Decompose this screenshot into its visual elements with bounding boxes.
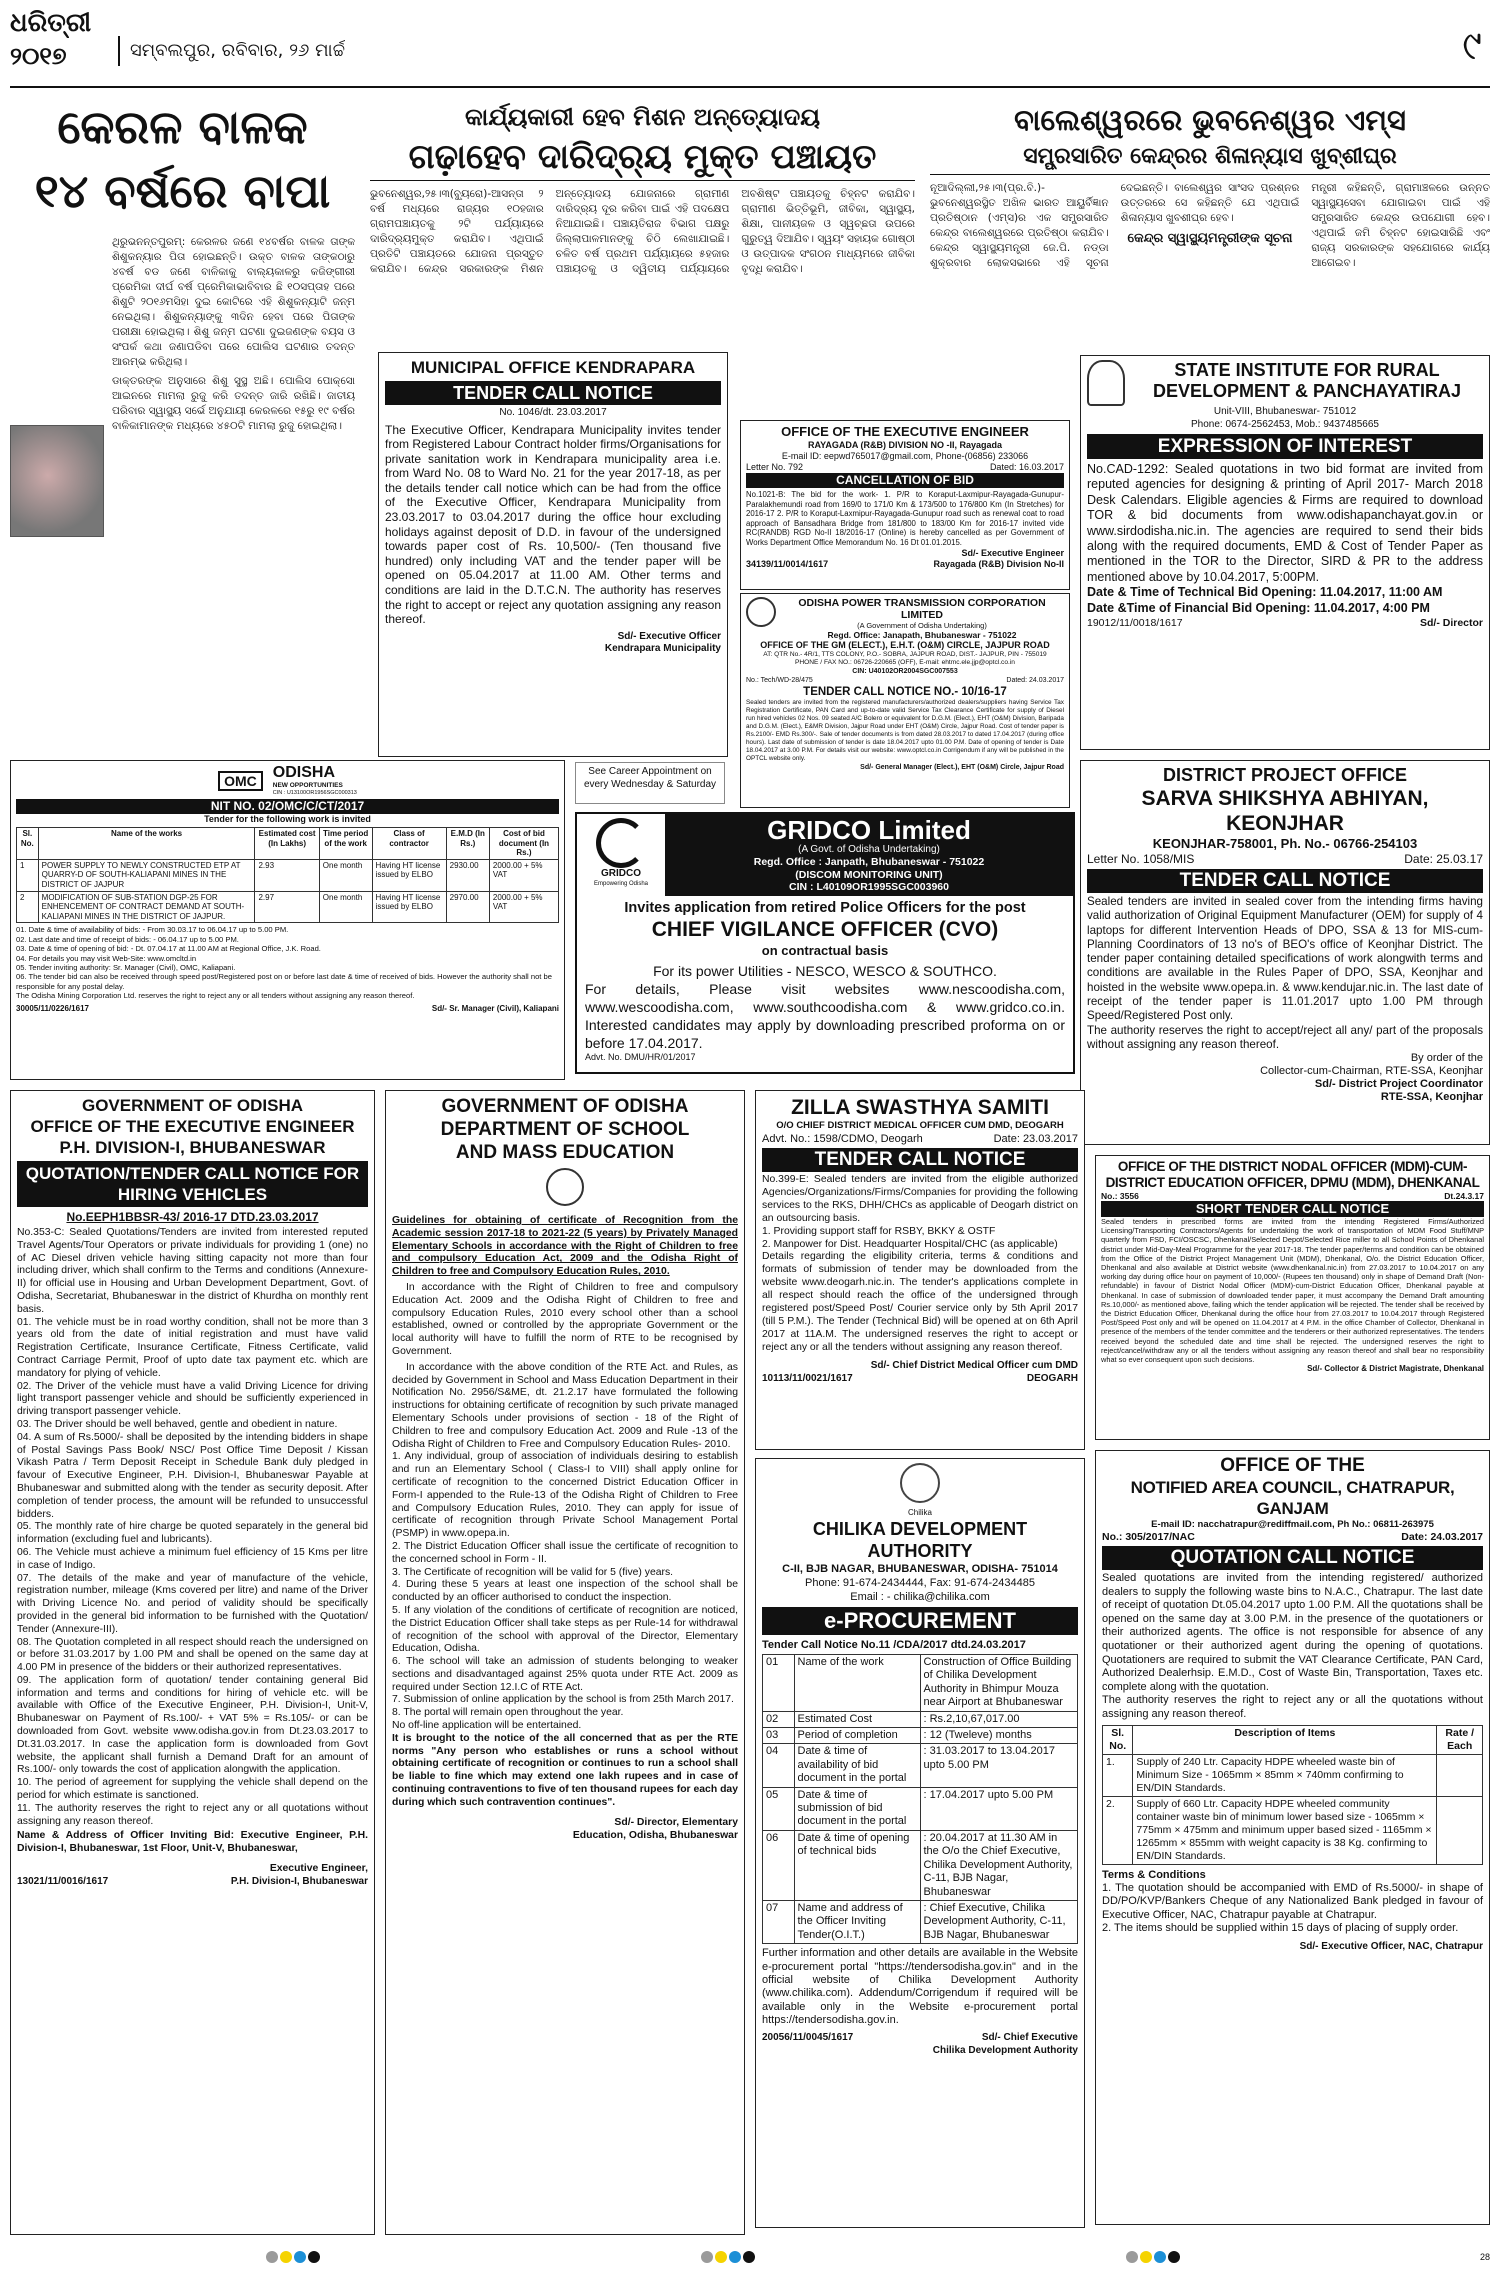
table-cell: : 17.04.2017 upto 5.00 PM — [920, 1787, 1078, 1830]
dsme-note-1: No off-line application will be entertained. — [392, 1720, 582, 1732]
ssa-title-1: DISTRICT PROJECT OFFICE — [1162, 765, 1407, 785]
dsme-guideline: Guidelines for obtaining of certificate of Recognition from the Academic session 2017-18 to 2021-22 (5 years) by Privately Managed Elementary Schools in accordance with the Right of Children to free and compulsory Education Act, 2009 and the Odisha Right of Children to free and Compulsory Education Rules, 2010. — [392, 1215, 738, 1278]
table-cell: Having HT license issued by ELBO — [372, 859, 446, 891]
table-cell: 2000.00 + 5% VAT — [489, 891, 558, 923]
rayagada-ref: 34139/11/0014/1617 — [746, 558, 829, 569]
nac-email: E-mail ID: nacchatrapur@rediffmail.com, Ph No.: 06811-263975 — [1151, 1519, 1434, 1530]
zilla-advt: Advt. No.: 1598/CDMO, Deogarh — [762, 1133, 923, 1145]
chilika-phone: Phone: 91-674-2434444, Fax: 91-674-2434485 — [805, 1577, 1035, 1589]
table-cell: 2. — [1103, 1796, 1133, 1864]
balasore-body: ନୂଆଦିଲ୍ଲୀ,୨୫।୩(ପ୍ର.ବି.)-ଭୁବନେଶ୍ୱରସ୍ଥିତ ଅଖିଳ ଭାରତ ଆୟୁର୍ବିଜ୍ଞାନ ପ୍ରତିଷ୍ଠାନ (ଏମ୍ସ)ର ଏକ ସମ୍ପ୍ରସାରିତ କେନ୍ଦ୍ର ବାଲେଶ୍ୱରରେ ପ୍ରତିଷ୍ଠା କରାଯିବ। କେନ୍ଦ୍ର ସ୍ୱାସ୍ଥ୍ୟମନ୍ତ୍ରୀ ଜେ.ପି. ନଡ୍ଡା ଶୁକ୍ରବାର ଲୋକସଭାରେ ଏହି ସୂଚନା ଦେଇଛନ୍ତି। ବାଲେଶ୍ୱର ସାଂସଦ ପ୍ରଶ୍ନର ଉତ୍ତରରେ ସେ କହିଛନ୍ତି ଯେ ଏଥିପାଇଁ ଶିଳାନ୍ୟାସ ଖୁବଶୀଘ୍ର ହେବ। — [930, 182, 1300, 269]
nac-table-header — [1103, 1725, 1483, 1754]
sirdpr-title-2: DEVELOPMENT & PANCHAYATIRAJ — [1152, 381, 1462, 401]
color-dot — [294, 2251, 306, 2263]
sirdpr-title-1: STATE INSTITUTE FOR RURAL — [1174, 360, 1440, 380]
color-dot — [701, 2251, 713, 2263]
ssa-order: By order of the — [1410, 1052, 1483, 1065]
color-dot — [743, 2251, 755, 2263]
government-emblem — [546, 1168, 584, 1206]
table-cell: Having HT license issued by ELBO — [372, 891, 446, 923]
optcl-tech: No.: Tech/WD-28/475 — [746, 677, 813, 684]
gridco-logo-text: GRIDCO — [601, 868, 641, 879]
kerala-body: ଥିରୁଭନନ୍ତପୁରମ୍: କେରଳର ଜଣେ ୧୪ବର୍ଷର ବାଳକ ତାଙ୍କ ଶିଶୁକନ୍ୟାର ପିତା ହୋଇଛନ୍ତି। ଉକ୍ତ ବାଳକ ତାଙ୍କଠାରୁ ୪ବର୍ଷ ବଡ ଜଣେ ବାଳିକାକୁ ବାଲ୍ୟକାଳରୁ କଜିଙ୍ଗୀରୀ ପ୍ରେମିକା ଦୀର୍ଘ ବର୍ଷ ପ୍ରେମିକାଭାବିବାର ଛି ୧୦ସପ୍ତାହ ପରେ ଶିଶୁଟି ୨୦୧୬ମସିହା ଦୁଇ କୋଟିରେ ଏହି ଶିଶୁକନ୍ୟାଟି ଜନ୍ମ ନେଇଥିଲା। ଶିଶୁକନ୍ୟାଙ୍କୁ ୩ଦିନ ହେବା ପରେ ପିତାଙ୍କ ପରୀକ୍ଷା ହୋଇଥିଲା। ଶିଶୁ ଜନ୍ମ ଘଟଣା ଦୁଇଜଣଙ୍କ ବୟସ ଓ ସଂପର୍କ କଥା ଜଣାପଡିବା ପରେ ପୋଲିସ ଘଟଣାର ତଦନ୍ତ ଆରମ୍ଭ କରିଥିଲା। — [112, 236, 355, 368]
dsme-title-1: GOVERNMENT OF ODISHA — [441, 1096, 689, 1117]
balasore-headline-2: ସମ୍ପ୍ରସାରିତ କେନ୍ଦ୍ରର ଶିଳାନ୍ୟାସ ଖୁବ୍‌ଶୀଘ୍ର — [930, 140, 1490, 175]
phdiv-bar: QUOTATION/TENDER CALL NOTICE FOR HIRING VEHICLES — [17, 1161, 368, 1207]
ssa-addr: KEONJHAR-758001, Ph. No.- 06766-254103 — [1152, 836, 1418, 851]
dsme-para-1: In accordance with the Right of Children to free and compulsory Education Act. 2009 and the Odisha Right of Children to free and compulsory Education Rules, 2010 every school other than a school established, owned or controlled by the appropriate Government or the local authority will have to fulfill the norm of RTE to be recognised by Government. — [392, 1281, 738, 1357]
rayagada-sign-1: Sd/- Executive Engineer — [961, 547, 1064, 558]
career-text: See Career Appointment on every Wednesday & Saturday — [583, 766, 717, 790]
omc-col-doc: Cost of bid document (In Rs.) — [489, 828, 558, 860]
rayagada-letter: Letter No. 792 — [746, 462, 804, 472]
table-cell: : 31.03.2017 to 13.04.2017 upto 5.00 PM — [920, 1744, 1078, 1787]
table-cell: Name and address of the Officer Inviting Tender(O.I.T.) — [794, 1900, 920, 1943]
color-dot — [715, 2251, 727, 2263]
omc-note: 06. The tender bid can also be received through speed post/Registered post on or before last date & time of received of bids. However the authority shall not be responsible for any postal delay. — [16, 972, 552, 991]
paper-name: ଧରିତ୍ରୀ — [10, 8, 92, 38]
mission-kicker: କାର୍ଯ୍ୟକାରୀ ହେବ ମିଶନ ଅନ୍ତ୍ୟୋଦୟ — [464, 103, 821, 131]
list-item: 5. If any violation of the conditions of certificate of recognition are noticed, the District Education Officer shall take steps as per Rule-14 for withdrawal of recognition of the school with approval of the Director, Elementary Education, Odisha. — [392, 1604, 738, 1655]
table-cell: 02 — [763, 1711, 795, 1727]
nac-bar: QUOTATION CALL NOTICE — [1102, 1546, 1483, 1570]
omc-col-work: Name of the works — [38, 828, 255, 860]
table-cell: 2000.00 + 5% VAT — [489, 859, 558, 891]
table-row — [763, 1787, 1078, 1830]
zilla-sign-2: DEOGARH — [1026, 1372, 1078, 1384]
table-row — [763, 1655, 1078, 1712]
kerala-story — [10, 95, 355, 745]
gridco-office: Regd. Office : Janpath, Bhubaneswar - 751022 — [753, 856, 985, 868]
sirdpr-notice — [1080, 355, 1490, 750]
table-cell: Name of the work — [794, 1655, 920, 1712]
ssa-title-2: SARVA SHIKSHYA ABHIYAN, KEONJHAR — [1141, 787, 1429, 835]
table-cell: Construction of Office Building of Chilika Development Authority in Bhimpur Mouza near Airport at Bhubaneswar — [920, 1655, 1078, 1712]
phdiv-intro: No.353-C: Sealed Quotations/Tenders are invited from interested reputed Travel Agents/Tour Operators or private individuals for providing 1 (one) no of AC Diesel driven vehicle having sitting capacity not more than four including driver, which shall confirm to the Terms and conditions (Annexure-II) for official use in Housing and Urban Development Department, Govt. of Odisha, Secretariat, Bhubaneswar in the district of Khurdha on monthly rent basis. — [17, 1227, 368, 1315]
nac-table — [1102, 1725, 1483, 1865]
footer-page-number: 28 — [1479, 2252, 1490, 2262]
zilla-notice — [755, 1090, 1085, 1450]
mission-headline: ଗଢ଼ାହେବ ଦାରିଦ୍ର୍ୟ ମୁକ୍ତ ପଞ୍ଚାୟତ — [370, 134, 915, 181]
color-dot — [266, 2251, 278, 2263]
mission-body: ଭୁବନେଶ୍ୱର,୨୫।୩(ବ୍ୟୁରୋ)-ଆସନ୍ତା ୨ ବର୍ଷ ମଧ୍ୟରେ ରାଜ୍ୟର ୧୦ହଜାର ଗ୍ରାମପଞ୍ଚାୟତକୁ ୨ଟି ପର୍ଯ୍ୟାୟରେ ଦାରିଦ୍ର୍ୟମୁକ୍ତ କରାଯିବ। ଏଥିପାଇଁ ପ୍ରତିଟି ପଞ୍ଚାୟତରେ ଯୋଜନା ପ୍ରସ୍ତୁତ କରାଯିବ। କେନ୍ଦ୍ର ସରକାରଙ୍କ ମିଶନ ଅନ୍ତ୍ୟୋଦୟ ଯୋଜନାରେ ଗ୍ରାମୀଣ ଦାରିଦ୍ର୍ୟ ଦୂର କରିବା ପାଇଁ ଏହି ପଦକ୍ଷେପ ନିଆଯାଇଛି। ପଞ୍ଚାୟତିରାଜ ବିଭାଗ ପକ୍ଷରୁ ଜିଲ୍ଲାପାଳମାନଙ୍କୁ ଚିଠି ଲେଖାଯାଇଛି। ଚଳିତ ବର୍ଷ ପ୍ରଥମ ପର୍ଯ୍ୟାୟରେ ୫ହଜାର ପଞ୍ଚାୟତକୁ ଓ ଦ୍ୱିତୀୟ ପର୍ଯ୍ୟାୟରେ ଅବଶିଷ୍ଟ ପଞ୍ଚାୟତକୁ ଚିହ୍ନଟ କରାଯିବ। ଗ୍ରାମୀଣ ଭିତ୍ତିଭୂମି, ଜୀବିକା, ସ୍ୱାସ୍ଥ୍ୟ, ଶିକ୍ଷା, ପାନୀୟଜଳ ଓ ସ୍ୱଚ୍ଛତା ଉପରେ ଗୁରୁତ୍ୱ ଦିଆଯିବ। ସ୍ୱୟଂ ସହାୟକ ଗୋଷ୍ଠୀ ଓ ଉତ୍ପାଦକ ସଂଗଠନ ମାଧ୍ୟମରେ ଜୀବିକା ବୃଦ୍ଧି କରାଯିବ। — [370, 188, 915, 275]
ssa-sign-3: RTE-SSA, Keonjhar — [1380, 1091, 1483, 1104]
gridco-logo-tag: Empowering Odisha — [593, 881, 649, 887]
gridco-basis: on contractual basis — [761, 942, 889, 958]
dsme-title-2: DEPARTMENT OF SCHOOL — [440, 1119, 690, 1140]
table-row — [17, 891, 559, 923]
balasore-subhead: କେନ୍ଦ୍ର ସ୍ୱାସ୍ଥ୍ୟମନ୍ତ୍ରୀଙ୍କ ସୂଚନା — [1127, 231, 1293, 246]
sirdpr-bar: EXPRESSION OF INTEREST — [1087, 434, 1483, 459]
omc-col-class: Class of contractor — [372, 828, 446, 860]
year: ୨୦୧୭ — [10, 42, 67, 70]
table-row — [763, 1711, 1078, 1727]
nac-body-2: The authority reserves the right to reject any or all the quotations without assigning any reason thereof. — [1102, 1694, 1483, 1720]
registration-marks — [265, 2250, 321, 2268]
phdiv-sign-1: Executive Engineer, — [269, 1863, 368, 1875]
ssa-body-2: The authority reserves the right to accept/reject all any/ part of the proposals without assigning any reason thereof. — [1087, 1023, 1483, 1051]
dnk-body: Sealed tenders in prescribed forms are invited from the intending Registered Firms/Authorized Licensing/Transporting Contractors/Agents for undertaking the work of transportation of MDM Food Stuff/MNP quarterly from FSD, FCI/OSCSC, Dhenkanal/Selected Depot/Selected Rice miller to all School Points of Dhenkanal district under Mid-Day-Meal Programme for the year 2017-18. The tender paper/terms and condition can be obtained from the Office of the District Project Management Unit (MDM), Dhenkanal, O/o. the District Education Officer, Dhenkanal and also available at District website (www.dhenkanal.nic.in) from 27.03.2017 to 10.04.2017 on any working day during office hour on payment of 10,000/- (Rupees ten thousand) only in shape of Demand Draft (Non-refundable) in favour of District Nodal Officer (MDM)-cum-District Education Officer, Dhenkanal payable at Dhenkanal. In case of submission of downloaded tender paper, it must accompany the Demand Draft amounting Rs.10,000/- as mentioned above, failing which the tender application will be rejected. The tender shall be received by the District Education Officer, Dhenkanal during the office hour from 27.03.2017 to 10.04.2017 through Registered Post/Speed Post only and will be opened on 11.04.2017 at 4 P.M. in the office Chamber of Collector, Dhenkanal in presence of the members of the tender committee and the tenderers or their authorized representatives. The tenders received beyond the scheduled date and time shall be rejected. The undersigned reserves the right to reject/cancel/withdraw any or all the tenders without assigning any reason thereof and shall bear no responsibility what so ever consequent upon such decisions. — [1101, 1217, 1484, 1365]
omc-col-emd: E.M.D (In Rs.) — [446, 828, 489, 860]
omc-table — [16, 827, 559, 923]
omc-note: 01. Date & time of availability of bids: - From 30.03.17 to 06.04.17 up to 5.00 PM. — [16, 925, 289, 935]
kerala-photo — [10, 425, 104, 537]
table-cell: 03 — [763, 1728, 795, 1744]
dsme-sign-1: Sd/- Director, Elementary — [614, 1816, 738, 1828]
phdiv-notice — [10, 1090, 375, 2235]
municipal-ref: No. 1046/dt. 23.03.2017 — [499, 407, 607, 418]
ssa-body: Sealed tenders are invited in sealed cover from the intending firms having valid authorization of Original Equipment Manufacturer (OEM) for supply of 4 laptops for different Intervention Heads of DPO, SSA & 13 for MIS-cum-Planning Coordinators of 13 no's of BEO's office of Keonjhar District. The tender paper containing detailed specifications of work alongwith terms and conditions are available in the Rules Paper of DPO, SSA, Keonjhar and hoisted in the website www.opepa.in. & www.kendujar.nic.in. The last date of receipt of the tender paper is 11.01.2017 upto 1.00 PM through Speed/Registered Post only. — [1087, 895, 1483, 1023]
omc-logo: OMC — [218, 771, 263, 791]
dnk-dt: Dt.24.3.17 — [1444, 1191, 1484, 1201]
phdiv-ref: No.EEPH1BBSR-43/ 2016-17 DTD.23.03.2017 — [66, 1210, 319, 1224]
table-row — [763, 1744, 1078, 1787]
chilika-name: CHILIKA DEVELOPMENT AUTHORITY — [812, 1519, 1028, 1561]
dnk-notice — [1095, 1155, 1490, 1440]
omc-cin: CIN : U13100OR1956SGC000313 — [272, 790, 357, 796]
optcl-cin: CIN: U40102OR2004SGC007553 — [852, 668, 958, 675]
page-number: ୯ — [1462, 23, 1482, 69]
balasore-story — [930, 100, 1490, 350]
table-cell: 2970.00 — [446, 891, 489, 923]
table-cell: Date & time of availability of bid document in the portal — [794, 1744, 920, 1787]
omc-col-time: Time period of the work — [319, 828, 372, 860]
nac-col-sl: Sl. No. — [1103, 1725, 1133, 1754]
sirdpr-date-1: Date & Time of Technical Bid Opening: 11.04.2017, 11:00 AM — [1087, 585, 1443, 600]
table-cell: 06 — [763, 1830, 795, 1900]
chilika-tender-no: Tender Call Notice No.11 /CDA/2017 dtd.24.03.2017 — [762, 1639, 1026, 1651]
table-cell: : Rs.2,10,67,017.00 — [920, 1711, 1078, 1727]
omc-col-cost: Estimated cost (In Lakhs) — [255, 828, 319, 860]
omc-notes — [16, 925, 559, 1000]
color-dot — [1140, 2251, 1152, 2263]
optcl-dated: Dated: 24.03.2017 — [1006, 677, 1064, 684]
kerala-headline-2: ୧୪ ବର୍ଷରେ ବାପା — [34, 164, 331, 218]
dsme-items — [392, 1451, 738, 1720]
nac-no: No.: 305/2017/NAC — [1102, 1531, 1195, 1543]
phdiv-title-1: GOVERNMENT OF ODISHA — [81, 1096, 303, 1115]
dateline: ସମ୍ବଲପୁର, ରବିବାର, ୨୬ ମାର୍ଚ୍ଚ — [118, 36, 345, 66]
table-cell — [1437, 1754, 1483, 1796]
color-dot — [1126, 2251, 1138, 2263]
gridco-body: For details, Please visit websites www.nescoodisha.com, www.wescoodisha.com, www.southcoodisha.com & www.gridco.co.in. Interested candidates may apply by downloading prescribed proforma on or before 17.04.2017. — [585, 980, 1065, 1051]
nac-title-2: NOTIFIED AREA COUNCIL, CHATRAPUR, GANJAM — [1130, 1478, 1455, 1518]
dsme-sign-2: Education, Odisha, Bhubaneswar — [572, 1829, 738, 1841]
table-cell: : Chief Executive, Chilika Development Authority, C-11, BJB Nagar, Bhubaneswar — [920, 1900, 1078, 1943]
table-cell: 04 — [763, 1744, 795, 1787]
nac-body: Sealed quotations are invited from the intending registered/ authorized dealers to supply the following waste bins to N.A.C., Chatrapur. The last date of receipt of quotation Dt.05.04.2017 upto 1.00 P.M. All the quotations shall be opened on the same day at 3.00 P.M. in the presence of the quotationers or their authorized agents. The office is not responsible for absence of any quotationer or their authorized agent during the opening of quotations. Quotationers are required to submit the VAT Clearance Certificate, PAN Card, Authorized Dealerhsip. E.M.D., Cost of Waste Bin, Transportation, Taxes etc. complete along with the quotation. — [1102, 1572, 1483, 1693]
table-cell: Period of completion — [794, 1728, 920, 1744]
list-item: 1. Any individual, group of association of individuals desiring to establish and run an Elementary School ( Class-I to VIII) shall apply online for certificate of recognition to the concerned District Education Officer in Form-I appended to the Rule-13 of the Odisha Right of Children to Free and Compulsory Education Rules, 2010. They can apply for issue of certificate of recognition through Private School Management Portal (PSMP) in www.opepa.in. — [392, 1451, 738, 1540]
table-cell: : 12 (Tweleve) months — [920, 1728, 1078, 1744]
nac-col-desc: Description of Items — [1133, 1725, 1437, 1754]
dsme-notice — [385, 1090, 745, 2235]
chilika-table — [762, 1654, 1078, 1944]
optcl-logo — [746, 597, 776, 627]
list-item: 04. A sum of Rs.5000/- shall be deposited by the intending bidders in shape of Postal Savings Pass Book/ NSC/ Post Office Time Deposit / Kissan Vikash Patra / Term Deposit Receipt in Schedule Bank duly pledged in favour of Executive Engineer, P.H. Division-I, Bhubaneswar Payable at Bhubaneswar and submitted along with the tender as security deposit. After completion of tender process, the amount will be refunded to unsuccessful bidders. — [17, 1431, 368, 1520]
table-row — [1103, 1796, 1483, 1864]
gridco-utilities: For its power Utilities - NESCO, WESCO & SOUTHCO. — [653, 962, 997, 979]
balasore-body-2: ମନ୍ତ୍ରୀ କହିଛନ୍ତି, ଗ୍ରାମାଞ୍ଚଳରେ ଉନ୍ନତ ସ୍ୱାସ୍ଥ୍ୟସେବା ଯୋଗାଇବା ପାଇଁ ଏହି ସମ୍ପ୍ରସାରିତ କେନ୍ଦ୍ର ଉପଯୋଗୀ ହେବ। ଏଥିପାଇଁ ଜମି ଚିହ୍ନଟ ହୋଇସାରିଛି ଏବଂ ରାଜ୍ୟ ସରକାରଙ୍କ ସହଯୋଗରେ କାର୍ଯ୍ୟ ଆଗେଇବ। — [1311, 182, 1490, 269]
table-cell: 2.97 — [255, 891, 319, 923]
table-cell: 05 — [763, 1787, 795, 1830]
rayagada-dated: Dated: 16.03.2017 — [989, 462, 1064, 472]
zilla-office: O/O CHIEF DISTRICT MEDICAL OFFICER CUM DMD, DEOGARH — [776, 1120, 1064, 1131]
zilla-list-item: 2. Manpower for Dist. Headquarter Hospital/CHC (as applicable) — [762, 1238, 1058, 1250]
table-cell: POWER SUPPLY TO NEWLY CONSTRUCTED ETP AT QUARRY-D OF SOUTH-KALIAPANI MINES IN THE DISTRICT OF JAJPUR — [38, 859, 255, 891]
omc-note: 05. Tender inviting authority: Sr. Manager (Civil), OMC, Kaliapani. — [16, 962, 236, 972]
list-item: 8. The portal will remain open throughout the year. — [392, 1707, 624, 1719]
table-row — [1103, 1754, 1483, 1796]
omc-table-header — [17, 828, 559, 860]
optcl-title: ODISHA POWER TRANSMISSION CORPORATION LIMITED — [798, 597, 1046, 621]
list-item: 09. The application form of quotation/ tender containing general Bid information and terms and conditions for hiring of vehicle etc. will be available with Office of the Executive Engineer, P.H. Division-I, Unit-V, Bhubaneswar on Payment of Rs.100/- + VAT 5% = Rs.105/- or can be downloaded from Govt. website www.odisha.gov.in from Dt.23.03.2017 to Dt.31.03.2017. In case the application form is downloaded from Govt website, the applicant shall furnish a Demand Draft for an amount of Rs.100/- only towards the cost of application alongwith the application. — [17, 1674, 368, 1776]
color-dot — [308, 2251, 320, 2263]
table-cell: MODIFICATION OF SUB-STATION DGP-25 FOR ENHENCEMENT OF CONTRACT DEMAND AT SOUTH-KALIAPANI MINES IN THE DISTRICT OF JAJPUR. — [38, 891, 255, 923]
gridco-logo-mark — [596, 818, 646, 868]
list-item: 06. The Vehicle must achieve a minimum fuel efficiency of 15 Kms per litre in case of Indigo. — [17, 1546, 368, 1571]
optcl-notice — [740, 593, 1070, 808]
color-dot — [729, 2251, 741, 2263]
chilika-sign-1: Sd/- Chief Executive — [981, 2031, 1078, 2043]
phdiv-ref-2: 13021/11/0016/1617 — [17, 1876, 109, 1888]
gridco-notice — [575, 812, 1075, 1074]
sirdpr-phone: Phone: 0674-2562453, Mob.: 9437485665 — [1191, 418, 1379, 430]
table-row — [763, 1830, 1078, 1900]
chilika-further: Further information and other details are available in the Website e-procurement portal "https://tendersodisha.gov.in" and in the official website of Chilika Development Authority (www.chilika.com). Addendum/Corrigendum if required will be available only in the Website e-procurement portal https://tendersodisha.gov.in. — [762, 1947, 1078, 2027]
dsme-title-3: AND MASS EDUCATION — [455, 1142, 675, 1163]
optcl-phone: PHONE / FAX NO.: 06726-220665 (OFF), E-mail: ehtmc.ele.jjp@optcl.co.in — [795, 659, 1015, 666]
sirdpr-body: No.CAD-1292: Sealed quotations in two bid format are invited from reputed agencies for designing & printing of April 2017- March 2018 Desk Calendars. Eligible agencies & Firms are required to download TOR & bid documents from www.odishapanchayat.gov.in or www.sirdodisha.nic.in. The agencies are required to send their bids along with the required documents, EMD & Cost of Tender Paper as mentioned in the TOR to the Director, SIRD & PR to the address mentioned above by 10.04.2017, 5:00PM. — [1087, 462, 1483, 584]
omc-notice — [10, 760, 565, 1080]
mission-story — [370, 100, 915, 350]
dnk-no: No.: 3556 — [1101, 1191, 1139, 1201]
chilika-bar: e-PROCUREMENT — [762, 1607, 1078, 1635]
zilla-date: Date: 23.03.2017 — [993, 1133, 1078, 1145]
omc-sign: Sd/- Sr. Manager (Civil), Kaliapani — [431, 1003, 559, 1013]
phdiv-sign-2: P.H. Division-I, Bhubaneswar — [230, 1876, 368, 1888]
gridco-unit: (DISCOM MONITORING UNIT) — [795, 868, 943, 881]
zilla-bar: TENDER CALL NOTICE — [762, 1148, 1078, 1172]
phdiv-name-addr: Name & Address of Officer Inviting Bid: Executive Engineer, P.H. Division-I, Bhubaneswar, 1st Floor, Unit-V, Bhubaneswar, — [17, 1830, 368, 1855]
rayagada-title-2: RAYAGADA (R&B) DIVISION NO -II, Rayagada — [807, 440, 1003, 450]
kerala-body-2: ଡାକ୍ତରଙ୍କ ଅନୁସାରେ ଶିଶୁ ସୁସ୍ଥ ଅଛି। ପୋଲିସ ପୋକ୍ସୋ ଆଇନରେ ମାମଲା ରୁଜୁ କରି ତଦନ୍ତ ଜାରି ରଖିଛି। ଜାତୀୟ ପରିବାର ସ୍ୱାସ୍ଥ୍ୟ ସର୍ଭେ ଅନୁଯାୟୀ କେରଳରେ ୧୫ରୁ ୧୯ ବର୍ଷର ବାଳିକାମାନଙ୍କ ମଧ୍ୟରେ ୪୫୦ଟି ମାମଲା ରୁଜୁ ହୋଇଥିଲା। — [112, 375, 355, 432]
sirdpr-unit: Unit-VIII, Bhubaneswar- 751012 — [1213, 406, 1357, 417]
list-item: 03. The Driver should be well behaved, gentle and obedient in nature. — [17, 1418, 338, 1430]
dnk-title: OFFICE OF THE DISTRICT NODAL OFFICER (MDM)-CUM-DISTRICT EDUCATION OFFICER, DPMU (MDM), DHENKANAL — [1105, 1159, 1480, 1190]
nac-sign: Sd/- Executive Officer, NAC, Chatrapur — [1299, 1940, 1483, 1952]
list-item: 01. The vehicle must be in road worthy condition, shall not be more than 3 years old from the date of initial registration and must have valid Registration Certificate, Insurance Certificate, Fitness Certificate, valid Contract Carriage Permit, Proof of upto date tax payment etc. which are mandatory for plying of vehicle. — [17, 1316, 368, 1379]
optcl-office: Regd. Office: Janapath, Bhubaneswar - 751022 — [827, 630, 1017, 640]
list-item: 1. The quotation should be accompanied with EMD of Rs.5000/- in shape of DD/PO/KVP/Bankers Cheque of any Nationalized Bank pledged in favour of Executive Officer, NAC, Chatrapur payable at Chatrapur. — [1102, 1881, 1483, 1921]
optcl-bar: TENDER CALL NOTICE NO.- 10/16-17 — [803, 686, 1007, 698]
phdiv-title-3: P.H. DIVISION-I, BHUBANESWAR — [59, 1138, 326, 1157]
optcl-office-2: OFFICE OF THE GM (ELECT.), E.H.T. (O&M) CIRCLE, JAJPUR ROAD — [760, 640, 1050, 650]
table-row — [763, 1728, 1078, 1744]
omc-note: 04. For details you may visit Web-Site: www.omcltd.in — [16, 953, 197, 963]
table-cell: One month — [319, 859, 372, 891]
ssa-letter: Letter No. 1058/MIS — [1087, 852, 1195, 866]
table-row — [17, 859, 559, 891]
table-cell: Date & time of submission of bid document in the portal — [794, 1787, 920, 1830]
rayagada-bar: CANCELLATION OF BID — [746, 473, 1064, 488]
list-item: 6. The school will take an admission of students belonging to weaker sections and disadvantaged against 25% quota under RTE Act. 2009 as required under Section 12.I.C of RTE Act. — [392, 1656, 738, 1693]
table-cell — [1437, 1796, 1483, 1864]
omc-ref: 30005/11/0226/1617 — [16, 1003, 89, 1013]
dnk-sign: Sd/- Collector & District Magistrate, Dhenkanal — [1307, 1364, 1484, 1374]
nac-title-1: OFFICE OF THE — [1220, 1455, 1365, 1476]
municipal-sign-1: Sd/- Executive Officer — [617, 630, 721, 642]
table-cell: 2930.00 — [446, 859, 489, 891]
chilika-notice — [755, 1458, 1085, 2228]
color-dot — [1154, 2251, 1166, 2263]
rayagada-body: No.1021-B: The bid for the work- 1. P/R to Koraput-Laxmipur-Rayagada-Gunupur-Paralakhemundi road from 169/0 to 171/0 Km & 173/500 to 176/800 Km (In Stretches) for 2016-17 2. P/R to Koraput-Laxmipur-Rayagada-Gunupur road such as renewal coat to road approach of Bansadhara Bridge from 181/800 to 183/00 Km for 2016-17 invited vide RC(RANDB) RGD No-II 18/2016-17 (Online) is hereby cancelled as per Government of Works Department Office Memorandum No. 16 Dt 01.01.2015. — [746, 490, 1064, 547]
table-cell: 1. — [1103, 1754, 1133, 1796]
nac-col-rate: Rate / Each — [1437, 1725, 1483, 1754]
chilika-sign-2: Chilika Development Authority — [932, 2044, 1078, 2056]
masthead — [10, 8, 1490, 88]
registration-marks — [1125, 2250, 1181, 2268]
rayagada-title: OFFICE OF THE EXECUTIVE ENGINEER — [781, 424, 1029, 439]
table-cell: 2.93 — [255, 859, 319, 891]
optcl-sign: Sd/- General Manager (Elect.), EHT (O&M) Circle, Jajpur Road — [860, 764, 1064, 771]
municipal-body: The Executive Officer, Kendrapara Municipality invites tender from Registered Labour Contract holder firms/Organisations for private sanitation work in Kendrapara municipality area i.e. from Ward No. 08 to Ward No. 21 for the year 2017-18, as per the details tender call notice which can be had from the office of the Executive Officer, Kendrapara Municipality from 23.03.2017 to 03.04.2017 during the office hour excluding holidays against deposit of D.D. in favour of the undersigned towards paper cost of Rs. 10,500/- (Ten thousand five hundred) only including VAT and the tender paper will be opened on 05.04.2017 at 11.00 AM. Other terms and conditions are laid in the D.T.C.N. The authority has reserves the right to accept or reject any quotation assigning any reason thereof. — [385, 422, 721, 627]
list-item: 11. The authority reserves the right to reject any or all quotations without assigning any reason thereof. — [17, 1802, 368, 1827]
municipal-title: MUNICIPAL OFFICE KENDRAPARA — [410, 358, 696, 377]
gridco-invites: Invites application from retired Police Officers for the post — [624, 899, 1026, 916]
dsme-para-2: In accordance with the above condition of the RTE Act. and Rules, as decided by Government in School and Mass Education Department in their Notification No. 2956/S&ME, dt. 21.2.17 have formulated the following instructions for obtaining certificate of recognition by such private managed Elementary Schools under provisions of section - 18 of the Right of Children to free and compulsory Education Act. 2009 and Rule -13 of the Odisha Right of Children to Free and Compulsory Education Rules- 2010. — [392, 1361, 738, 1450]
ssa-sign-2: Sd/- District Project Coordinator — [1314, 1078, 1483, 1091]
gridco-sub: (A Govt. of Odisha Undertaking) — [798, 844, 940, 855]
nac-notice — [1095, 1450, 1490, 2225]
table-cell: Estimated Cost — [794, 1711, 920, 1727]
optcl-addr: AT: QTR No.- 4R/1, TTS COLONY, P.O.- SOBRA, JAJPUR ROAD, DIST.- JAJPUR, PIN - 755019 — [763, 651, 1047, 658]
table-cell: 1 — [17, 859, 39, 891]
gridco-logo — [577, 814, 665, 896]
career-promo — [575, 762, 725, 804]
nac-terms-title: Terms & Conditions — [1102, 1868, 1206, 1881]
ssa-date: Date: 25.03.17 — [1404, 852, 1483, 866]
zilla-title: ZILLA SWASTHYA SAMITI — [791, 1096, 1049, 1119]
chilika-addr: C-II, BJB NAGAR, BHUBANESWAR, ODISHA- 751014 — [782, 1563, 1058, 1575]
dnk-bar: SHORT TENDER CALL NOTICE — [1101, 1201, 1484, 1217]
dsme-note-2: It is brought to the notice of the all concerned that as per the RTE norms "Any person who establishes or runs a school without obtaining certificate of recognition or continues to run a school shall be liable to fine which may extend one lakh rupees and in case of continuing contraventions to five of ten thousand rupees for each day during which such contravention continues". — [392, 1732, 738, 1808]
rayagada-sign-2: Rayagada (R&B) Division No-II — [933, 558, 1064, 569]
list-item: 08. The Quotation completed in all respect should reach the undersigned on or before 31.03.2017 by 1.00 PM and shall be opened on the same day at 4.00 PM in presence of the bidders or their authorized representatives. — [17, 1636, 368, 1674]
chilika-logo-text: Chilika — [907, 1508, 932, 1517]
rayagada-notice — [740, 420, 1070, 590]
municipal-notice — [378, 352, 728, 757]
sirdpr-date-2: Date &Time of Financial Bid Opening: 11.04.2017, 4:00 PM — [1087, 600, 1430, 615]
ssa-bar: TENDER CALL NOTICE — [1087, 869, 1483, 893]
list-item: 2. The items should be supplied within 15 days of placing of supply order. — [1102, 1922, 1459, 1935]
table-cell: Supply of 240 Ltr. Capacity HDPE wheeled waste bin of Minimum Size - 1065mm × 85mm × 740mm confirming to EN/DIN Standards. — [1133, 1754, 1437, 1796]
zilla-ref: 10113/11/0021/1617 — [762, 1372, 853, 1384]
list-item: 02. The Driver of the vehicle must have a valid Driving Licence for driving light transport passenger vehicle and should be sufficiently experienced in driving transport passenger vehicle. — [17, 1380, 368, 1418]
omc-col-sl: Sl. No. — [17, 828, 39, 860]
kerala-headline-1: କେରଳ ବାଳକ — [57, 100, 308, 154]
table-cell: : 20.04.2017 at 11.30 AM in the O/o the Chief Executive, Chilika Development Authority, C-11, BJB Nagar, Bhubaneswar — [920, 1830, 1078, 1900]
zilla-sign-1: Sd/- Chief District Medical Officer cum DMD — [870, 1359, 1078, 1371]
list-item: 4. During these 5 years at least one inspection of the school shall be conducted by an officer authorised to conduct the inspection. — [392, 1579, 738, 1604]
gridco-cin: CIN : L40109OR1995SGC003960 — [789, 881, 949, 893]
chilika-logo — [900, 1463, 940, 1503]
table-cell: 07 — [763, 1900, 795, 1943]
gridco-name: GRIDCO Limited — [767, 815, 971, 845]
chilika-email: Email : - chilika@chilika.com — [850, 1591, 990, 1603]
optcl-body: Sealed tenders are invited from the registered manufacturers/authorized dealers/suppliers having Service Tax Registration Certificate, PAN Card and up-to-date valid Service Tax Clearance Certificate for supply of Diesel run hired vehicles 02 Nos. 09 seated A/C Bolero or equivalent for D.G.M. (Elect.), EHT (O&M) Division, Baripada and D.G.M. (Elect.), E&MR Division, Jajpur Road under EHT (O&M) Circle, Jajpur Road. Cost of tender paper is Rs.2100/- EMD Rs.300/-. Sale of tender documents is from dated 28.03.2017 to dated 17.04.2017 (during office hours). Last date of submission of tender is date 18.04.2017 upto 01.00 P.M. Date of opening of tender is Date 18.04.2017 at 3.00 P.M. For details visit our website: www.optcl.co.in Corrigendum if any will be published in the OPTCL website only. — [746, 699, 1064, 762]
optcl-sub: (A Government of Odisha Undertaking) — [857, 621, 987, 630]
rayagada-email: E-mail ID: eepwd765017@gmail.com, Phone-(06856) 233066 — [781, 451, 1029, 461]
list-item: 3. The Certificate of recognition will be valid for 5 (five) years. — [392, 1566, 674, 1578]
table-cell: Date & time of opening of technical bids — [794, 1830, 920, 1900]
gridco-post: CHIEF VIGILANCE OFFICER (CVO) — [651, 917, 999, 941]
list-item: 7. Submission of online application by the school is from 25th March 2017. — [392, 1694, 734, 1706]
list-item: 10. The period of agreement for supplying the vehicle shall depend on the period for which estimate is sanctioned. — [17, 1777, 368, 1802]
zilla-body-2: Details regarding the eligibility criteria, terms & conditions and formats of submission of tender may be downloaded from the website www.deogarh.nic.in. The tender's applications complete in all respect should reach the office of the undersigned through registered post/Speed Post/ Courier service only by 5th April 2017 (till 5 P.M.). The Tender (Technical Bid) will be opened at on 6th April 2017 at 11A.M. The undersigned reserves the right to accept or reject any or all the tenders without assigning any reason thereof. — [762, 1251, 1078, 1353]
table-row — [763, 1900, 1078, 1943]
odisha-logo: ODISHA — [272, 764, 336, 781]
zilla-body: No.399-E: Sealed tenders are invited from the eligible authorized Agencies/Organizations/Firms/Companies for providing the following services to the RKS, DHH/CHCs as applicable of Deogarh district on an outsourcing basis. — [762, 1174, 1078, 1224]
municipal-sign-2: Kendrapara Municipality — [604, 643, 721, 655]
gridco-advt: Advt. No. DMU/HR/01/2017 — [585, 1051, 696, 1062]
ssa-notice — [1080, 760, 1490, 1145]
nac-date: Date: 24.03.2017 — [1401, 1531, 1483, 1543]
sirdpr-emblem — [1087, 360, 1125, 406]
color-dot — [1168, 2251, 1180, 2263]
municipal-bar: TENDER CALL NOTICE — [385, 381, 721, 405]
list-item: 2. The District Education Officer shall issue the certificate of recognition to the concerned school in Form - II. — [392, 1540, 738, 1565]
sirdpr-sign: Sd/- Director — [1419, 617, 1483, 630]
phdiv-items — [17, 1317, 368, 1829]
odisha-tagline: NEW OPPORTUNITIES — [272, 782, 343, 789]
footer — [0, 2244, 1500, 2274]
chilika-ref: 20056/11/0045/1617 — [762, 2031, 854, 2043]
list-item: 05. The monthly rate of hire charge be quoted separately in the general bid information (excluding fuel and lubricants). — [17, 1521, 368, 1546]
zilla-list-item: 1. Providing support staff for RSBY, BKKY & OSTF — [762, 1225, 996, 1237]
color-dot — [280, 2251, 292, 2263]
sirdpr-ref: 19012/11/0018/1617 — [1087, 617, 1183, 630]
table-cell: 01 — [763, 1655, 795, 1712]
table-cell: Supply of 660 Ltr. Capacity HDPE wheeled community container waste bin of minimum lower based size - 1065mm × 775mm × 475mm and minimum upper based sized - 1165mm × 1265mm × 855mm with weight capacity is 38 Kg. confirming to EN/DIN Standards. — [1133, 1796, 1437, 1864]
ssa-sign-1: Collector-cum-Chairman, RTE-SSA, Keonjhar — [1260, 1065, 1483, 1078]
omc-nit-title: NIT NO. 02/OMC/C/CT/2017 — [16, 799, 559, 814]
omc-note: 03. Date & time of opening of bid: - Dt. 07.04.17 at 11.00 AM at Regional Office, J.K. Road. — [16, 944, 321, 954]
phdiv-title-2: OFFICE OF THE EXECUTIVE ENGINEER — [30, 1117, 355, 1136]
omc-note: The Odisha Mining Corporation Ltd. reserves the right to reject any or all tenders without assigning any reason thereof. — [16, 991, 415, 1001]
balasore-headline-1: ବାଲେଶ୍ୱରରେ ଭୁବନେଶ୍ୱର ଏମ୍ସ — [1014, 103, 1406, 137]
table-cell: 2 — [17, 891, 39, 923]
registration-marks — [700, 2250, 756, 2268]
omc-subtitle: Tender for the following work is invited — [204, 814, 371, 824]
table-cell: One month — [319, 891, 372, 923]
omc-note: 02. Last date and time of receipt of bids: - 06.04.17 up to 5.00 PM. — [16, 934, 239, 944]
list-item: 07. The details of the make and year of manufacture of the vehicle, registration number, mileage (Kms covered per litre) and name of the Driver with Driving Licence No. and period of validity should be specifically provided in the general bid information to be furnished with the Quotation/ Tender (Annexure-III). — [17, 1572, 368, 1635]
